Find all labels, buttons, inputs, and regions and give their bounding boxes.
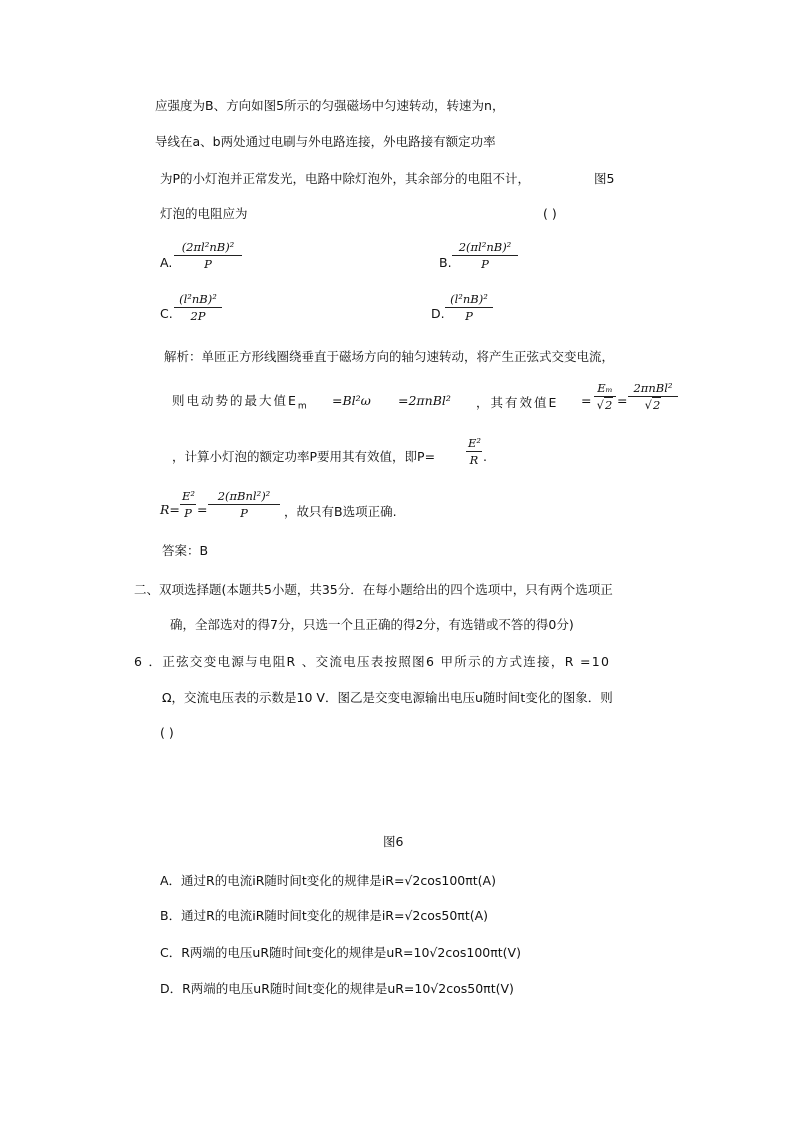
q5-line-4: 灯泡的电阻应为 xyxy=(160,206,248,221)
q6-option-d: D．R两端的电压uR随时间t变化的规律是uR=10√2cos50πt(V) xyxy=(160,981,514,996)
emax-value-2: =2πnBl² xyxy=(398,393,451,408)
figure-6-label: 图6 xyxy=(383,834,404,849)
resistance-fraction-2-num: 2(πBnl²)² xyxy=(208,489,280,505)
effective-value-text: ，其有效值E xyxy=(476,395,559,410)
option-b-fraction xyxy=(452,240,518,271)
option-c-denominator: 2P xyxy=(190,309,206,323)
effective-fraction-2: 2πnBl² √2 xyxy=(628,381,678,412)
option-b-denominator: P xyxy=(481,257,489,271)
effective-eq-2: = xyxy=(617,393,628,408)
q6-option-b: B．通过R的电流iR随时间t变化的规律是iR=√2cos50πt(A) xyxy=(160,908,489,923)
power-fraction-num: E² xyxy=(468,436,482,450)
effective-fraction-1: $\frac{\text{Eₘ}}{√2}$ xyxy=(594,381,616,412)
option-a-denominator: P xyxy=(204,257,212,271)
option-a-numerator: (2πl²nB)² xyxy=(174,240,242,256)
option-d-numerator: (l²nB)² xyxy=(445,292,493,308)
q6-answer-paren: ( ) xyxy=(160,725,174,740)
q5-line-2: 导线在a、b两处通过电刷与外电路连接，外电路接有额定功率 xyxy=(155,134,496,149)
analysis-line-1: 解析：单匝正方形线圈绕垂直于磁场方向的轴匀速转动，将产生正弦式交变电流， xyxy=(164,349,615,364)
power-fraction-den: R xyxy=(469,453,479,467)
emax-subscript: m xyxy=(297,401,309,412)
analysis-line-3: ，计算小灯泡的额定功率P要用其有效值，即P= xyxy=(172,449,436,464)
resistance-fraction-2 xyxy=(208,489,280,520)
option-d-label: D. xyxy=(431,306,445,321)
section-2-heading-cont: 确，全部选对的得7分，只选一个且正确的得2分，有选错或不答的得0分) xyxy=(170,617,574,632)
q6-option-a: A．通过R的电流iR随时间t变化的规律是iR=√2cos100πt(A) xyxy=(160,873,496,888)
resistance-fraction-2-den: P xyxy=(240,506,248,520)
power-period: . xyxy=(483,449,487,464)
effective-fraction-1-num: Eₘ xyxy=(594,381,616,397)
q6-option-c: C．R两端的电压uR随时间t变化的规律是uR=10√2cos100πt(V) xyxy=(160,945,521,960)
answer: 答案：B xyxy=(162,543,209,558)
option-d-denominator: P xyxy=(465,309,473,323)
option-a-fraction xyxy=(174,240,242,271)
emax-value-1: =Bl²ω xyxy=(332,393,371,408)
resistance-fraction-1-num: E² xyxy=(182,489,196,503)
q5-line-3: 为P的小灯泡并正常发光，电路中除灯泡外，其余部分的电阻不计， xyxy=(160,171,531,186)
option-c-label: C. xyxy=(160,306,173,321)
option-b-label: B. xyxy=(439,255,452,270)
q5-answer-paren: ( ) xyxy=(543,206,557,221)
figure-5-label: 图5 xyxy=(594,171,615,186)
resistance-fraction-1-den: P xyxy=(184,506,192,520)
option-b-numerator: 2(πl²nB)² xyxy=(452,240,518,256)
resistance-fraction-1 xyxy=(180,489,196,520)
resistance-eq: = xyxy=(197,502,208,517)
effective-eq-1: = xyxy=(581,393,592,408)
q6-line-1: 6 ．正弦交变电源与电阻R 、交流电压表按照图6 甲所示的方式连接，R =10 xyxy=(134,654,611,669)
option-a-label: A. xyxy=(160,255,173,270)
power-fraction xyxy=(466,436,482,467)
option-c-numerator: (l²nB)² xyxy=(174,292,222,308)
option-c-fraction xyxy=(174,292,222,323)
effective-fraction-2-den: 2 xyxy=(653,398,661,412)
resistance-suffix: ，故只有B选项正确. xyxy=(284,504,397,519)
section-2-heading: 二、双项选择题(本题共5小题，共35分．在每小题给出的四个选项中，只有两个选项正 xyxy=(134,582,613,597)
option-d-fraction xyxy=(445,292,493,323)
resistance-prefix: R= xyxy=(160,502,180,517)
emax-text: 则电动势的最大值E xyxy=(172,393,298,408)
analysis-line-2 xyxy=(172,393,309,415)
effective-fraction-2-num: 2πnBl² xyxy=(628,381,678,397)
q6-line-2: Ω，交流电压表的示数是10 V．图乙是交变电源输出电压u随时间t变化的图象．则 xyxy=(162,690,613,705)
effective-fraction-1-den: 2 xyxy=(605,398,613,412)
q5-line-1: 应强度为B、方向如图5所示的匀强磁场中匀速转动，转速为n， xyxy=(155,98,505,113)
